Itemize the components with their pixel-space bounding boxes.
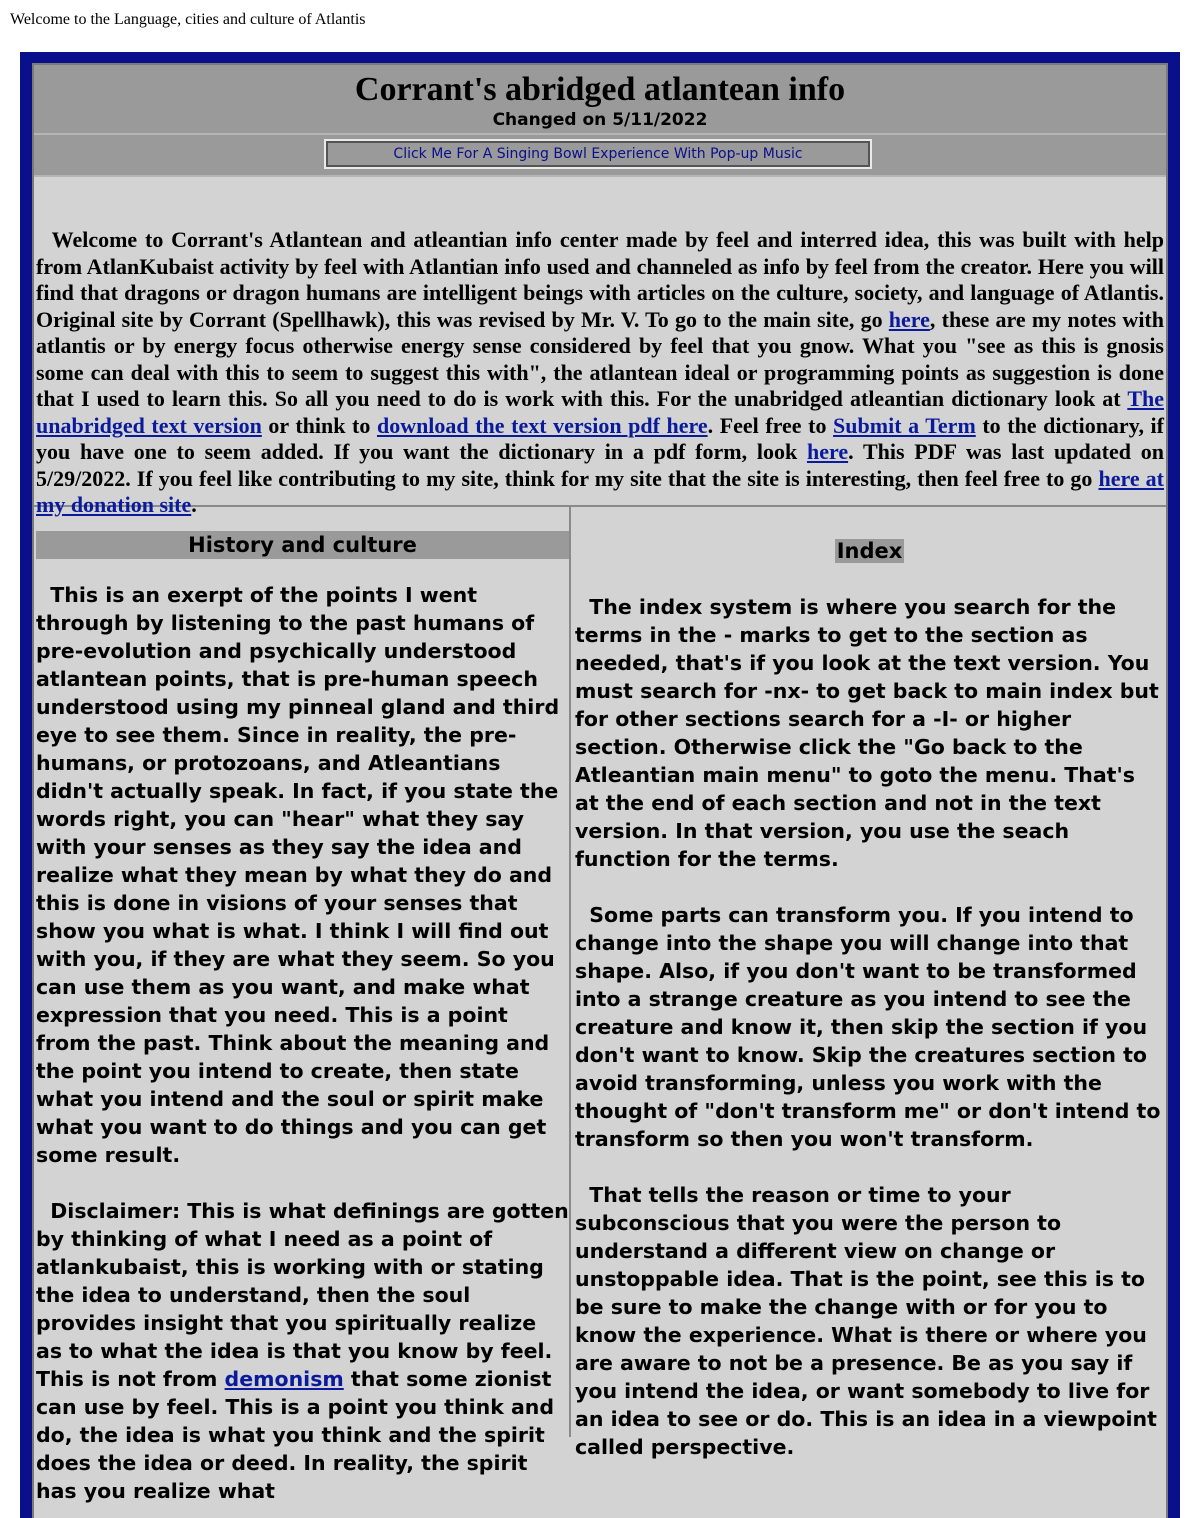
main-site-link[interactable]: here <box>888 306 930 332</box>
document-title: Welcome to the Language, cities and culture of Atlantis <box>10 11 366 28</box>
intro-text: or think to <box>261 412 377 438</box>
two-column-section <box>34 507 1166 1503</box>
intro-text: Welcome to Corrant's Atlantean and atleantian info center made by feel and interred idea, this was built with help from AtlanKubaist activity by feel with Atlantian info used and channeled as info by feel from the creator. Here you will find that dragons or dragon humans are intelligent beings with articles on the culture, society, and language of Atlantis. Original site by Corrant (Spellhawk), this was revised by Mr. V. To go to the main site, go <box>36 227 1164 332</box>
index-column <box>573 507 1166 1459</box>
site-header <box>34 65 1166 135</box>
perspective-text: That tells the reason or time to your subconscious that you were the person to understand a different view on change or unstoppable idea. That is the point, see this is to be sure to make the change with or for you to know the experience. What is there or where you are aware to not be a presence. Be as you say if you intend the idea, or want somebody to live for an idea to see or do. This is an idea in a viewpoint called perspective. <box>575 1183 1157 1459</box>
history-paragraph <box>36 581 569 1169</box>
intro-text: , these are my notes with atlantis or by energy focus otherwise energy sense considered by feel that you gnow. What you "see as this is gnosis some can deal with this to seem to suggest this with", the atlantean ideal or programming points as suggestion is done that I used to learn this. So all you need to do is work with this. For the unabridged atleantian dictionary look at <box>36 306 1164 411</box>
donation-site-link[interactable]: here at my donation site <box>36 465 1164 517</box>
disclaimer-text: that some zionist can use by feel. This is a point you think and do, the idea is what you think and the spirit does the idea or deed. In reality, the spirit has you realize what <box>36 1367 555 1503</box>
disclaimer-paragraph <box>36 1197 569 1505</box>
intro-text: . <box>191 492 197 517</box>
submit-term-link[interactable]: Submit a Term <box>833 412 976 438</box>
transform-text: Some parts can transform you. If you intend to change into the shape you will change into that shape. Also, if you don't want to be transformed into a strange creature as you intend to see the creature and know it, then skip the section if you don't want to know. Skip the creatures section to avoid transforming, unless you work with the thought of "don't transform me" or don't intend to transform so then you won't transform. <box>575 903 1161 1151</box>
history-culture-column <box>34 507 571 1503</box>
index-heading-label: Index <box>836 539 903 563</box>
unabridged-text-link[interactable]: The unabridged text version <box>36 386 1164 438</box>
download-pdf-link[interactable]: download the text version pdf here <box>376 412 708 438</box>
intro-paragraph <box>34 177 1166 517</box>
transform-paragraph <box>575 901 1164 1153</box>
index-paragraph <box>575 593 1164 873</box>
disclaimer-text: Disclaimer: This is what definings are gotten by thinking of what I need as a point of atlankubaist, this is working with or stating the idea to understand, then the soul provides insight that you spiritually realize as to what the idea is that you know by feel. This is not from <box>36 1199 569 1391</box>
history-culture-heading: History and culture <box>36 531 569 559</box>
pdf-dictionary-link[interactable]: here <box>806 439 849 464</box>
button-bar <box>34 135 1166 177</box>
content-panel <box>32 63 1168 1518</box>
demonism-link[interactable]: demonism <box>224 1367 344 1391</box>
intro-text: . Feel free to <box>707 412 834 438</box>
changed-date: Changed on 5/11/2022 <box>492 110 708 130</box>
perspective-paragraph <box>575 1181 1164 1461</box>
main-frame <box>20 52 1180 1518</box>
history-text: This is an exerpt of the points I went through by listening to the past humans of pre-evolution and psychically understood atlantean points, that is pre-human speech understood using my pinneal gland and third eye to see them. Since in reality, the pre-humans, or protozoans, and Atleantians didn't actually speak. In fact, if you state the words right, you can "hear" what they say with your senses as they say the idea and realize what they mean by what they do and this is done in visions of your senses that show you what is what. I think I will find out with you, if they are what they seem. So you can use them as you want, and make what expression that you need. This is a point from the past. Think about the meaning and the point you intend to create, then state what you intend and the soul or spirit make what you want to do things and you can get some result. <box>36 583 560 1167</box>
index-heading <box>575 537 1164 565</box>
index-text: The index system is where you search for the terms in the - marks to get to the section as needed, that's if you look at the text version. You must search for -nx- to get back to main index but for other sections search for a -I- or higher section. Otherwise click the "Go back to the Atleantian main menu" to goto the menu. That's at the end of each section and not in the text version. In that version, you use the seach function for the terms. <box>575 595 1159 871</box>
intro-text: . This PDF was last updated on 5/29/2022. If you feel like contributing to my site, think for my site that the site is interesting, then feel free to go <box>36 439 1164 491</box>
singing-bowl-music-button[interactable]: Click Me For A Singing Bowl Experience With Pop-up Music <box>324 139 872 169</box>
site-title: Corrant's abridged atlantean info <box>354 71 846 108</box>
intro-text: to the dictionary, if you have one to seem added. If you want the dictionary in a pdf form, look <box>36 412 1164 464</box>
